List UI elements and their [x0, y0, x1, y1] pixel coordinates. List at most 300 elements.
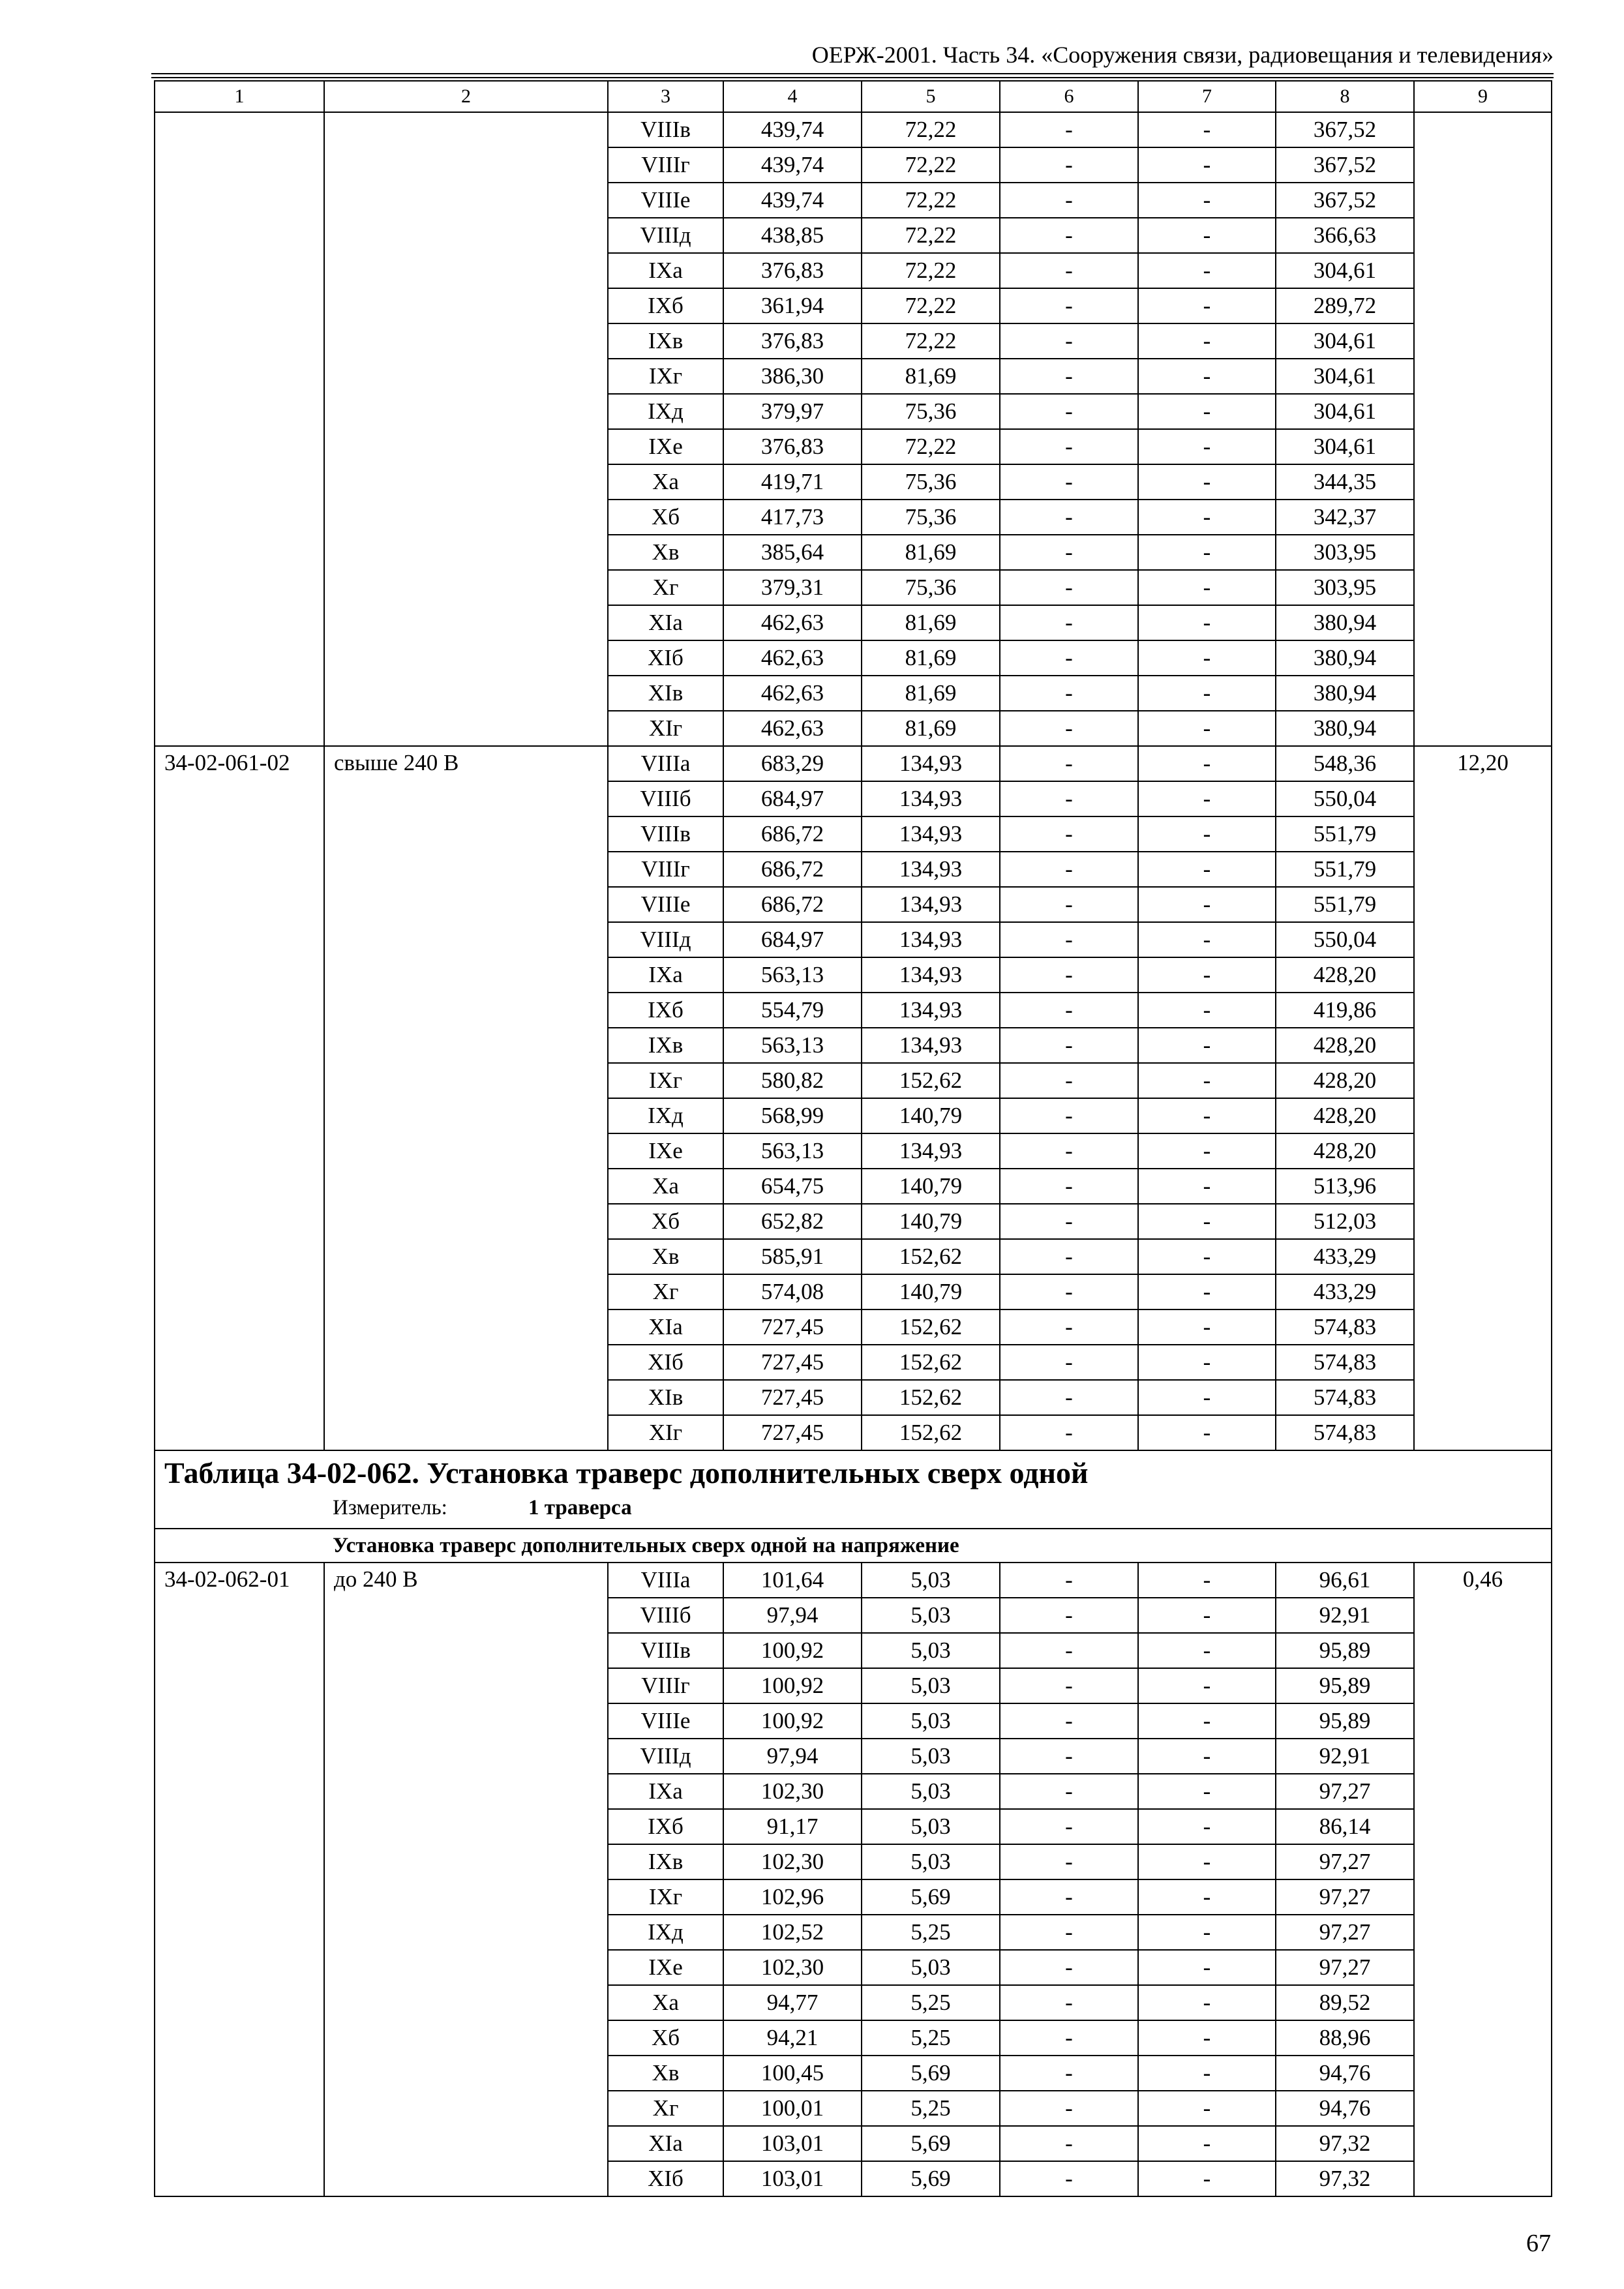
total-cost-cell: 417,73 [723, 500, 862, 535]
material-cost-cell: 574,83 [1276, 1380, 1414, 1415]
total-cost-cell: 438,85 [723, 218, 862, 253]
labor-cost-cell: 134,93 [862, 746, 1000, 781]
material-cost-cell: 97,27 [1276, 1844, 1414, 1879]
labor-cost-cell: 81,69 [862, 640, 1000, 676]
total-cost-cell: 102,30 [723, 1844, 862, 1879]
material-cost-cell: 380,94 [1276, 605, 1414, 640]
labor-cost-cell: 134,93 [862, 816, 1000, 852]
machine-cost-cell: - [1000, 887, 1138, 922]
zone-cell: Xг [608, 570, 723, 605]
rate-name: свыше 240 В [324, 746, 608, 1450]
material-cost-cell: 94,76 [1276, 2056, 1414, 2091]
labor-cost-cell: 134,93 [862, 922, 1000, 957]
total-cost-cell: 683,29 [723, 746, 862, 781]
zone-cell: Xа [608, 1985, 723, 2020]
machine-cost-cell: - [1000, 1204, 1138, 1239]
labor-cost-cell: 134,93 [862, 957, 1000, 993]
total-cost-cell: 727,45 [723, 1345, 862, 1380]
machine-cost-cell: - [1000, 711, 1138, 746]
material-cost-cell: 433,29 [1276, 1274, 1414, 1309]
total-cost-cell: 686,72 [723, 887, 862, 922]
material-cost-cell: 551,79 [1276, 816, 1414, 852]
labor-cost-cell: 5,69 [862, 2161, 1000, 2196]
total-cost-cell: 102,52 [723, 1915, 862, 1950]
zone-cell: VIIIа [608, 1563, 723, 1598]
driver-cost-cell: - [1138, 2161, 1276, 2196]
labor-cost-cell: 5,03 [862, 1703, 1000, 1739]
total-cost-cell: 585,91 [723, 1239, 862, 1274]
machine-cost-cell: - [1000, 1633, 1138, 1668]
driver-cost-cell: - [1138, 500, 1276, 535]
machine-cost-cell: - [1000, 1028, 1138, 1063]
material-cost-cell: 428,20 [1276, 957, 1414, 993]
material-cost-cell: 97,27 [1276, 1879, 1414, 1915]
machine-cost-cell: - [1000, 112, 1138, 147]
driver-cost-cell: - [1138, 922, 1276, 957]
driver-cost-cell: - [1138, 711, 1276, 746]
material-cost-cell: 97,27 [1276, 1774, 1414, 1809]
machine-cost-cell: - [1000, 1809, 1138, 1844]
driver-cost-cell: - [1138, 1098, 1276, 1133]
zone-cell: Xг [608, 1274, 723, 1309]
total-cost-cell: 376,83 [723, 253, 862, 288]
labor-cost-cell: 134,93 [862, 1133, 1000, 1169]
driver-cost-cell: - [1138, 1133, 1276, 1169]
table-title-cell [155, 1450, 1552, 1529]
total-cost-cell: 654,75 [723, 1169, 862, 1204]
column-number: 8 [1276, 81, 1414, 112]
driver-cost-cell: - [1138, 1950, 1276, 1985]
driver-cost-cell: - [1138, 1915, 1276, 1950]
driver-cost-cell: - [1138, 1309, 1276, 1345]
total-cost-cell: 652,82 [723, 1204, 862, 1239]
driver-cost-cell: - [1138, 1739, 1276, 1774]
zone-cell: VIIIб [608, 781, 723, 816]
total-cost-cell: 379,31 [723, 570, 862, 605]
total-cost-cell: 419,71 [723, 464, 862, 500]
zone-cell: VIIIе [608, 1703, 723, 1739]
driver-cost-cell: - [1138, 1274, 1276, 1309]
machine-cost-cell: - [1000, 1739, 1138, 1774]
material-cost-cell: 574,83 [1276, 1415, 1414, 1450]
zone-cell: XIв [608, 1380, 723, 1415]
total-cost-cell: 462,63 [723, 711, 862, 746]
rate-name [324, 112, 608, 746]
labor-cost-cell: 134,93 [862, 781, 1000, 816]
zone-cell: IXб [608, 288, 723, 323]
material-cost-cell: 304,61 [1276, 359, 1414, 394]
zone-cell: IXв [608, 323, 723, 359]
column-number: 6 [1000, 81, 1138, 112]
material-cost-cell: 550,04 [1276, 781, 1414, 816]
zone-cell: VIIIа [608, 746, 723, 781]
material-cost-cell: 95,89 [1276, 1668, 1414, 1703]
zone-cell: Xг [608, 2091, 723, 2126]
labor-cost-cell: 75,36 [862, 464, 1000, 500]
material-cost-cell: 97,27 [1276, 1950, 1414, 1985]
zone-cell: XIг [608, 711, 723, 746]
labor-cost-cell: 152,62 [862, 1239, 1000, 1274]
column-number: 7 [1138, 81, 1276, 112]
total-cost-cell: 684,97 [723, 922, 862, 957]
zone-cell: IXе [608, 429, 723, 464]
labor-cost-cell: 72,22 [862, 253, 1000, 288]
zone-cell: Xб [608, 1204, 723, 1239]
machine-cost-cell: - [1000, 1985, 1138, 2020]
labor-cost-cell: 5,25 [862, 2020, 1000, 2056]
total-cost-cell: 97,94 [723, 1739, 862, 1774]
table-title-row [155, 1450, 1552, 1529]
machine-cost-cell: - [1000, 605, 1138, 640]
zone-cell: Xб [608, 2020, 723, 2056]
material-cost-cell: 92,91 [1276, 1598, 1414, 1633]
machine-cost-cell: - [1000, 1169, 1138, 1204]
page-number: 67 [1526, 2230, 1551, 2257]
machine-cost-cell: - [1000, 147, 1138, 183]
driver-cost-cell: - [1138, 2020, 1276, 2056]
machine-cost-cell: - [1000, 816, 1138, 852]
driver-cost-cell: - [1138, 2126, 1276, 2161]
labor-cost-cell: 5,69 [862, 1879, 1000, 1915]
machine-cost-cell: - [1000, 852, 1138, 887]
machine-cost-cell: - [1000, 957, 1138, 993]
labor-cost-cell: 5,25 [862, 1915, 1000, 1950]
labor-cost-cell: 5,03 [862, 1809, 1000, 1844]
labor-cost-cell: 5,25 [862, 2091, 1000, 2126]
price-table [154, 80, 1552, 2197]
machine-cost-cell: - [1000, 323, 1138, 359]
labor-cost-cell: 5,25 [862, 1985, 1000, 2020]
machine-cost-cell: - [1000, 429, 1138, 464]
labor-cost-cell: 5,03 [862, 1844, 1000, 1879]
labor-cost-cell: 81,69 [862, 676, 1000, 711]
zone-cell: IXг [608, 1063, 723, 1098]
zone-cell: IXб [608, 993, 723, 1028]
zone-cell: VIIIб [608, 1598, 723, 1633]
labor-cost-cell: 81,69 [862, 535, 1000, 570]
material-cost-cell: 574,83 [1276, 1345, 1414, 1380]
total-cost-cell: 684,97 [723, 781, 862, 816]
total-cost-cell: 386,30 [723, 359, 862, 394]
driver-cost-cell: - [1138, 464, 1276, 500]
total-cost-cell: 462,63 [723, 605, 862, 640]
machine-cost-cell: - [1000, 1098, 1138, 1133]
zone-cell: VIIIв [608, 112, 723, 147]
machine-cost-cell: - [1000, 500, 1138, 535]
column-number: 5 [862, 81, 1000, 112]
labor-cost-cell: 152,62 [862, 1380, 1000, 1415]
total-cost-cell: 439,74 [723, 183, 862, 218]
total-cost-cell: 102,30 [723, 1774, 862, 1809]
driver-cost-cell: - [1138, 2091, 1276, 2126]
column-number: 1 [155, 81, 324, 112]
machine-cost-cell: - [1000, 1879, 1138, 1915]
material-cost-cell: 86,14 [1276, 1809, 1414, 1844]
machine-cost-cell: - [1000, 1915, 1138, 1950]
driver-cost-cell: - [1138, 746, 1276, 781]
material-cost-cell: 304,61 [1276, 323, 1414, 359]
zone-cell: IXд [608, 394, 723, 429]
material-cost-cell: 97,27 [1276, 1915, 1414, 1950]
machine-cost-cell: - [1000, 218, 1138, 253]
labor-cost-cell: 5,69 [862, 2056, 1000, 2091]
total-cost-cell: 103,01 [723, 2126, 862, 2161]
zone-cell: IXд [608, 1915, 723, 1950]
rate-name: до 240 В [324, 1563, 608, 2196]
labor-cost-cell: 5,03 [862, 1563, 1000, 1598]
machine-cost-cell: - [1000, 640, 1138, 676]
zone-cell: XIа [608, 2126, 723, 2161]
total-cost-cell: 727,45 [723, 1380, 862, 1415]
page-header: ОЕРЖ-2001. Часть 34. «Сооружения связи, радиовещания и телевидения» [811, 42, 1554, 68]
zone-cell: Xв [608, 1239, 723, 1274]
driver-cost-cell: - [1138, 1063, 1276, 1098]
machine-cost-cell: - [1000, 2161, 1138, 2196]
zone-cell: XIб [608, 1345, 723, 1380]
total-cost-cell: 100,45 [723, 2056, 862, 2091]
total-cost-cell: 563,13 [723, 1133, 862, 1169]
unit-value: 1 траверса [528, 1496, 632, 1519]
driver-cost-cell: - [1138, 1809, 1276, 1844]
labor-cost-cell: 75,36 [862, 394, 1000, 429]
total-cost-cell: 102,96 [723, 1879, 862, 1915]
zone-cell: VIIIд [608, 922, 723, 957]
driver-cost-cell: - [1138, 640, 1276, 676]
labor-cost-cell: 75,36 [862, 500, 1000, 535]
driver-cost-cell: - [1138, 1598, 1276, 1633]
driver-cost-cell: - [1138, 957, 1276, 993]
labor-cost-cell: 134,93 [862, 993, 1000, 1028]
machine-cost-cell: - [1000, 288, 1138, 323]
material-cost-cell: 366,63 [1276, 218, 1414, 253]
total-cost-cell: 462,63 [723, 640, 862, 676]
table-body [155, 81, 1552, 2196]
material-cost-cell: 95,89 [1276, 1633, 1414, 1668]
total-cost-cell: 686,72 [723, 852, 862, 887]
driver-cost-cell: - [1138, 993, 1276, 1028]
machine-cost-cell: - [1000, 1133, 1138, 1169]
total-cost-cell: 554,79 [723, 993, 862, 1028]
driver-cost-cell: - [1138, 288, 1276, 323]
material-cost-cell: 551,79 [1276, 887, 1414, 922]
total-cost-cell: 101,64 [723, 1563, 862, 1598]
rate-code: 34-02-062-01 [155, 1563, 324, 2196]
material-cost-cell: 96,61 [1276, 1563, 1414, 1598]
labor-hours-cell [1414, 112, 1552, 746]
total-cost-cell: 439,74 [723, 147, 862, 183]
machine-cost-cell: - [1000, 2091, 1138, 2126]
driver-cost-cell: - [1138, 2056, 1276, 2091]
machine-cost-cell: - [1000, 1380, 1138, 1415]
material-cost-cell: 551,79 [1276, 852, 1414, 887]
zone-cell: IXв [608, 1028, 723, 1063]
material-cost-cell: 367,52 [1276, 183, 1414, 218]
driver-cost-cell: - [1138, 1879, 1276, 1915]
driver-cost-cell: - [1138, 816, 1276, 852]
machine-cost-cell: - [1000, 1415, 1138, 1450]
table-row [155, 746, 1552, 781]
machine-cost-cell: - [1000, 1309, 1138, 1345]
material-cost-cell: 304,61 [1276, 394, 1414, 429]
zone-cell: XIб [608, 2161, 723, 2196]
total-cost-cell: 97,94 [723, 1598, 862, 1633]
labor-cost-cell: 81,69 [862, 711, 1000, 746]
labor-cost-cell: 152,62 [862, 1345, 1000, 1380]
labor-cost-cell: 72,22 [862, 147, 1000, 183]
zone-cell: IXб [608, 1809, 723, 1844]
machine-cost-cell: - [1000, 1345, 1138, 1380]
zone-cell: XIа [608, 605, 723, 640]
total-cost-cell: 376,83 [723, 323, 862, 359]
total-cost-cell: 563,13 [723, 957, 862, 993]
driver-cost-cell: - [1138, 1703, 1276, 1739]
labor-cost-cell: 152,62 [862, 1309, 1000, 1345]
labor-cost-cell: 140,79 [862, 1204, 1000, 1239]
labor-cost-cell: 5,03 [862, 1668, 1000, 1703]
driver-cost-cell: - [1138, 359, 1276, 394]
material-cost-cell: 428,20 [1276, 1063, 1414, 1098]
driver-cost-cell: - [1138, 1380, 1276, 1415]
labor-cost-cell: 152,62 [862, 1063, 1000, 1098]
material-cost-cell: 433,29 [1276, 1239, 1414, 1274]
driver-cost-cell: - [1138, 429, 1276, 464]
material-cost-cell: 89,52 [1276, 1985, 1414, 2020]
labor-cost-cell: 81,69 [862, 359, 1000, 394]
machine-cost-cell: - [1000, 1668, 1138, 1703]
driver-cost-cell: - [1138, 1668, 1276, 1703]
zone-cell: XIб [608, 640, 723, 676]
labor-hours-cell: 0,46 [1414, 1563, 1552, 2196]
driver-cost-cell: - [1138, 1563, 1276, 1598]
machine-cost-cell: - [1000, 781, 1138, 816]
total-cost-cell: 361,94 [723, 288, 862, 323]
driver-cost-cell: - [1138, 1415, 1276, 1450]
total-cost-cell: 100,92 [723, 1703, 862, 1739]
driver-cost-cell: - [1138, 1985, 1276, 2020]
labor-cost-cell: 5,03 [862, 1739, 1000, 1774]
material-cost-cell: 428,20 [1276, 1028, 1414, 1063]
driver-cost-cell: - [1138, 112, 1276, 147]
total-cost-cell: 686,72 [723, 816, 862, 852]
zone-cell: XIв [608, 676, 723, 711]
material-cost-cell: 513,96 [1276, 1169, 1414, 1204]
machine-cost-cell: - [1000, 359, 1138, 394]
zone-cell: IXе [608, 1950, 723, 1985]
machine-cost-cell: - [1000, 183, 1138, 218]
driver-cost-cell: - [1138, 1633, 1276, 1668]
machine-cost-cell: - [1000, 535, 1138, 570]
labor-cost-cell: 152,62 [862, 1415, 1000, 1450]
total-cost-cell: 385,64 [723, 535, 862, 570]
labor-cost-cell: 5,69 [862, 2126, 1000, 2161]
labor-cost-cell: 75,36 [862, 570, 1000, 605]
machine-cost-cell: - [1000, 2126, 1138, 2161]
zone-cell: VIIIе [608, 887, 723, 922]
material-cost-cell: 303,95 [1276, 570, 1414, 605]
column-number: 3 [608, 81, 723, 112]
labor-cost-cell: 140,79 [862, 1098, 1000, 1133]
labor-cost-cell: 5,03 [862, 1950, 1000, 1985]
total-cost-cell: 91,17 [723, 1809, 862, 1844]
material-cost-cell: 428,20 [1276, 1133, 1414, 1169]
zone-cell: IXа [608, 957, 723, 993]
driver-cost-cell: - [1138, 1169, 1276, 1204]
driver-cost-cell: - [1138, 781, 1276, 816]
driver-cost-cell: - [1138, 1774, 1276, 1809]
rate-code: 34-02-061-02 [155, 746, 324, 1450]
driver-cost-cell: - [1138, 323, 1276, 359]
material-cost-cell: 367,52 [1276, 112, 1414, 147]
material-cost-cell: 303,95 [1276, 535, 1414, 570]
driver-cost-cell: - [1138, 535, 1276, 570]
total-cost-cell: 100,92 [723, 1668, 862, 1703]
zone-cell: IXе [608, 1133, 723, 1169]
zone-cell: VIIIг [608, 852, 723, 887]
total-cost-cell: 727,45 [723, 1309, 862, 1345]
table-title: Таблица 34-02-062. Установка траверс дополнительных сверх одной [164, 1456, 1089, 1489]
material-cost-cell: 344,35 [1276, 464, 1414, 500]
zone-cell: IXа [608, 1774, 723, 1809]
material-cost-cell: 97,32 [1276, 2126, 1414, 2161]
material-cost-cell: 94,76 [1276, 2091, 1414, 2126]
column-number-row [155, 81, 1552, 112]
zone-cell: VIIIв [608, 816, 723, 852]
zone-cell: IXв [608, 1844, 723, 1879]
machine-cost-cell: - [1000, 922, 1138, 957]
table-subheading: Установка траверс дополнительных сверх одной на напряжение [155, 1529, 1552, 1563]
machine-cost-cell: - [1000, 394, 1138, 429]
table-row [155, 112, 1552, 147]
material-cost-cell: 428,20 [1276, 1098, 1414, 1133]
zone-cell: Xв [608, 2056, 723, 2091]
total-cost-cell: 102,30 [723, 1950, 862, 1985]
machine-cost-cell: - [1000, 1563, 1138, 1598]
zone-cell: Xб [608, 500, 723, 535]
header-rule [151, 73, 1554, 74]
rate-code [155, 112, 324, 746]
material-cost-cell: 342,37 [1276, 500, 1414, 535]
zone-cell: Xа [608, 1169, 723, 1204]
machine-cost-cell: - [1000, 464, 1138, 500]
labor-cost-cell: 72,22 [862, 183, 1000, 218]
driver-cost-cell: - [1138, 1345, 1276, 1380]
total-cost-cell: 100,92 [723, 1633, 862, 1668]
total-cost-cell: 580,82 [723, 1063, 862, 1098]
driver-cost-cell: - [1138, 218, 1276, 253]
material-cost-cell: 88,96 [1276, 2020, 1414, 2056]
material-cost-cell: 550,04 [1276, 922, 1414, 957]
unit-label: Измеритель: [333, 1496, 447, 1519]
zone-cell: VIIIе [608, 183, 723, 218]
labor-hours-cell: 12,20 [1414, 746, 1552, 1450]
total-cost-cell: 94,21 [723, 2020, 862, 2056]
labor-cost-cell: 134,93 [862, 1028, 1000, 1063]
table-row [155, 1563, 1552, 1598]
zone-cell: VIIIд [608, 1739, 723, 1774]
machine-cost-cell: - [1000, 676, 1138, 711]
machine-cost-cell: - [1000, 1063, 1138, 1098]
material-cost-cell: 92,91 [1276, 1739, 1414, 1774]
material-cost-cell: 304,61 [1276, 253, 1414, 288]
material-cost-cell: 95,89 [1276, 1703, 1414, 1739]
machine-cost-cell: - [1000, 993, 1138, 1028]
labor-cost-cell: 72,22 [862, 429, 1000, 464]
material-cost-cell: 380,94 [1276, 711, 1414, 746]
total-cost-cell: 462,63 [723, 676, 862, 711]
zone-cell: VIIIв [608, 1633, 723, 1668]
zone-cell: XIг [608, 1415, 723, 1450]
zone-cell: XIа [608, 1309, 723, 1345]
